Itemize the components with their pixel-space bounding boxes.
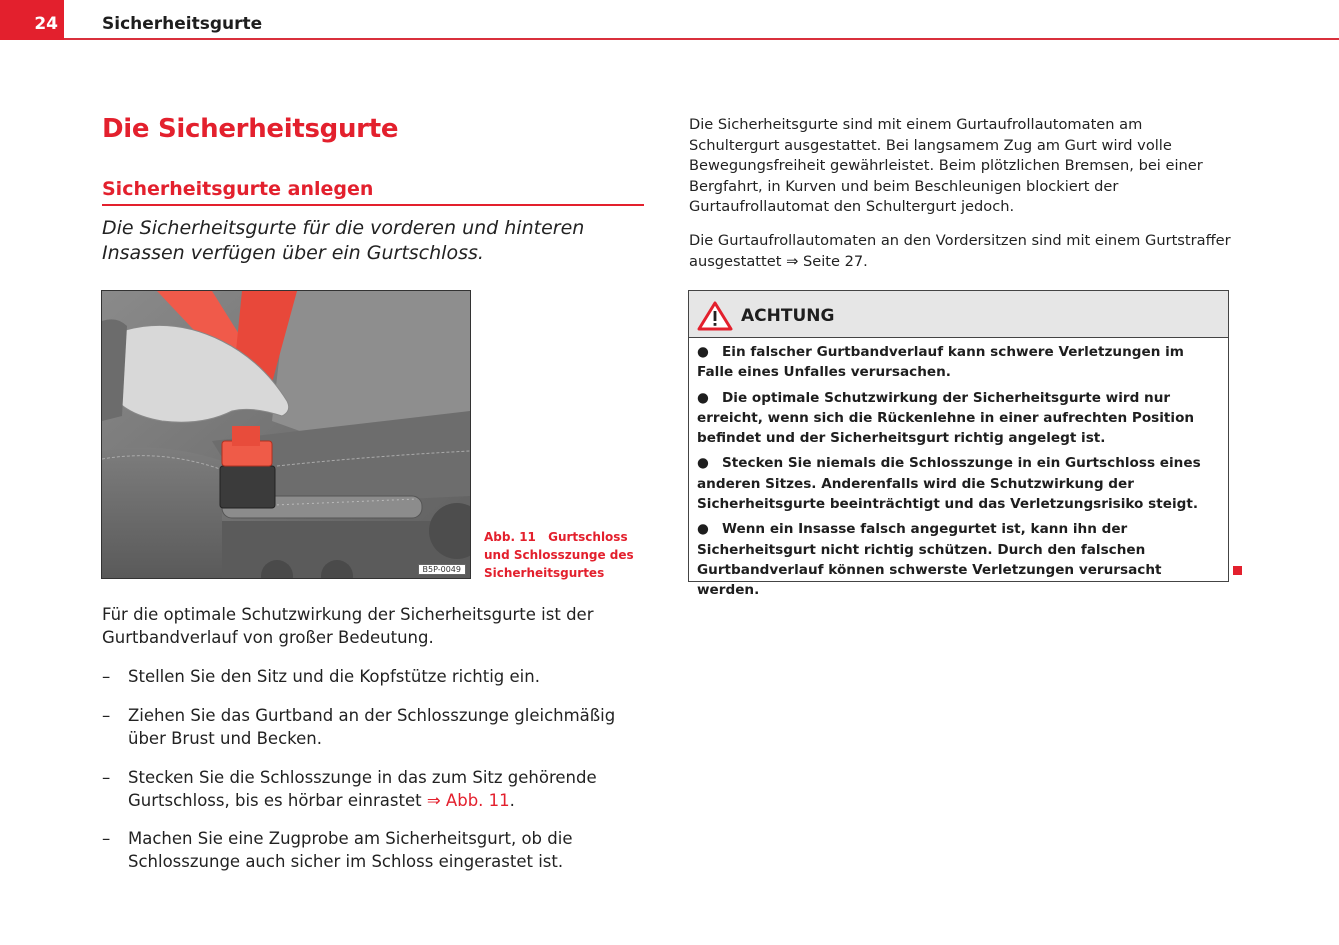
intro-paragraph: Für die optimale Schutzwirkung der Sicherheitsgurte ist der Gurtbandverlauf von großer Bedeutung. <box>102 605 594 647</box>
bullet-icon: ● <box>697 389 709 406</box>
running-header-title: Sicherheitsgurte <box>102 14 263 34</box>
step-item <box>102 665 647 688</box>
lead-paragraph: Die Sicherheitsgurte für die vorderen und hinteren Insassen verfügen über ein Gurtschloss. <box>102 217 585 264</box>
warning-item-text: Ein falscher Gurtbandverlauf kann schwere Verletzungen im Falle eines Unfalles verursachen. <box>697 344 1184 381</box>
warning-triangle-icon <box>697 301 733 331</box>
step-item <box>102 827 647 873</box>
warning-item-text: Stecken Sie niemals die Schlosszunge in ein Gurtschloss eines anderen Sitzes. Anderenfalls wird die Schutzwirkung der Sicherheitsgurte beeinträchtigt und das Verletzungsrisiko steigt. <box>697 455 1201 513</box>
step-text: Stecken Sie die Schlosszunge in das zum Sitz gehörende Gurtschloss, bis es hörbar einrastet <box>128 768 597 810</box>
warning-header <box>689 291 1228 338</box>
dash-bullet: – <box>102 706 111 725</box>
bullet-icon: ● <box>697 344 709 360</box>
warning-item-text: Wenn ein Insasse falsch angegurtet ist, kann ihn der Sicherheitsgurt nicht richtig schützen. Durch den falschen Gurtbandverlauf können schwerste Verletzungen verursacht werden. <box>697 521 1162 599</box>
step-text: Stellen Sie den Sitz und die Kopfstütze richtig ein. <box>128 667 540 686</box>
bullet-icon: ● <box>697 455 709 472</box>
header-rule <box>64 38 1339 40</box>
figure-code: B5P-0049 <box>418 564 466 575</box>
section-end-marker <box>1233 566 1242 575</box>
step-item <box>102 704 647 750</box>
step-text-end: . <box>509 791 515 810</box>
page-number: 24 <box>34 14 58 34</box>
figure-caption-text: Gurtschloss und Schlosszunge des Sicherheitsgurtes <box>484 530 634 580</box>
bullet-icon: ● <box>697 521 709 538</box>
warning-body <box>689 338 1228 601</box>
section-subheading: Sicherheitsgurte anlegen <box>102 178 374 200</box>
retractor-paragraph: Die Sicherheitsgurte sind mit einem Gurtaufrollautomaten am Schultergurt ausgestattet. Bei langsamem Zug am Gurt wird volle Bewegungsfreiheit gewährleistet. Beim plötzlichen Bremsen, bei einer Bergfahrt, in Kurven und beim Beschleunigen blockiert der Gurtaufrollautomat den Schultergurt jedoch. <box>689 116 1203 215</box>
pretensioner-paragraph: Die Gurtaufrollautomaten an den Vordersitzen sind mit einem Gurtstraffer ausgestattet ⇒ Seite 27. <box>689 232 1231 270</box>
warning-item-text: Die optimale Schutzwirkung der Sicherheitsgurte wird nur erreicht, wenn sich die Rückenlehne in einer aufrechten Position befindet und der Sicherheitsgurt richtig angelegt ist. <box>697 389 1195 447</box>
dash-bullet: – <box>102 829 111 848</box>
warning-box <box>688 290 1229 599</box>
subheading-rule <box>102 204 644 206</box>
step-text: Ziehen Sie das Gurtband an der Schlosszunge gleichmäßig über Brust und Becken. <box>128 706 616 748</box>
dash-bullet: – <box>102 667 111 686</box>
figure-cross-reference-link[interactable]: ⇒ Abb. 11 <box>426 791 510 810</box>
figure-caption-number: Abb. 11 <box>484 530 536 544</box>
figure-seatbelt-buckle <box>101 290 471 579</box>
warning-item <box>697 519 1220 600</box>
warning-title: ACHTUNG <box>741 306 835 326</box>
dash-bullet: – <box>102 768 111 787</box>
chapter-title: Die Sicherheitsgurte <box>102 114 399 144</box>
seatbelt-illustration <box>102 291 470 578</box>
warning-item <box>697 388 1220 449</box>
step-item <box>102 766 647 812</box>
warning-item <box>697 342 1220 383</box>
step-text: Machen Sie eine Zugprobe am Sicherheitsgurt, ob die Schlosszunge auch sicher im Schloss eingerastet ist. <box>128 829 573 871</box>
warning-item <box>697 453 1220 514</box>
step-text-with-xref <box>128 766 647 812</box>
figure-caption <box>484 528 649 582</box>
